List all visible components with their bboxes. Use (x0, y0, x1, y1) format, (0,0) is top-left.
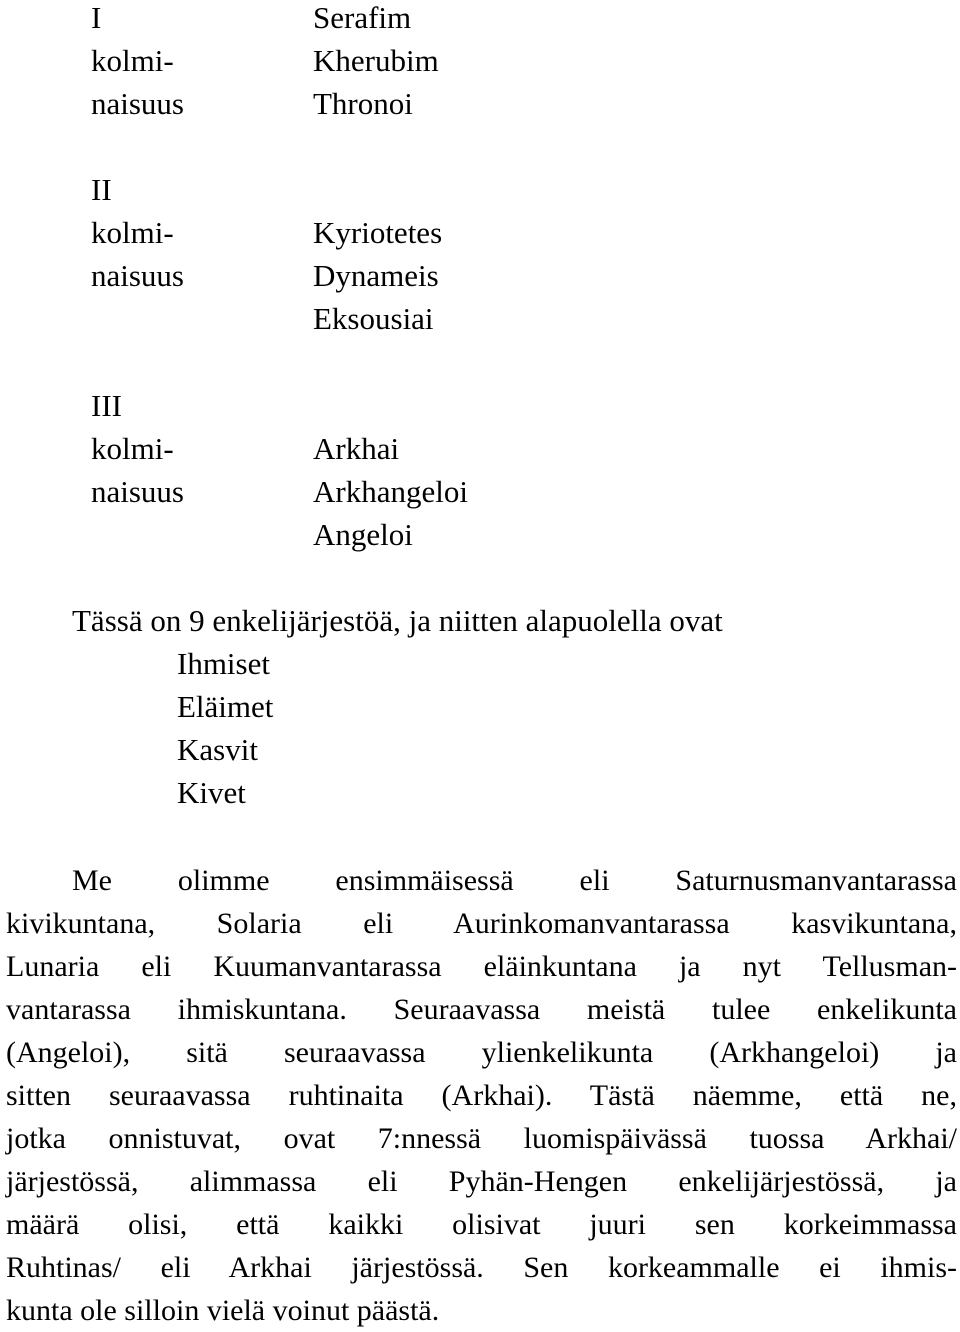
paragraph-line-2: kivikuntana, Solaria eli Aurinkomanvantarassa kasvikuntana, (6, 907, 957, 940)
group-2-name-3: Eksousiai (313, 301, 434, 336)
group-1-label-word-2: naisuus (91, 86, 184, 121)
intro-sentence: Tässä on 9 enkelijärjestöä, ja niitten alapuolella ovat (72, 603, 723, 638)
lower-order-2: Eläimet (177, 689, 274, 724)
paragraph-line-3: Lunaria eli Kuumanvantarassa eläinkuntana ja nyt Tellusman- (6, 950, 957, 983)
group-3-label-numeral: III (91, 388, 122, 423)
paragraph-line-6: sitten seuraavassa ruhtinaita (Arkhai). Tästä näemme, että ne, (6, 1079, 957, 1112)
group-3-label-word-1: kolmi- (91, 431, 174, 466)
paragraph-line-10: Ruhtinas/ eli Arkhai järjestössä. Sen korkeammalle ei ihmis- (6, 1251, 957, 1284)
group-3-name-1: Arkhai (313, 431, 400, 466)
paragraph-line-11: kunta ole silloin vielä voinut päästä. (6, 1294, 440, 1327)
group-1-name-2: Kherubim (313, 43, 439, 78)
group-1-name-3: Thronoi (313, 86, 413, 121)
paragraph-line-4: vantarassa ihmiskuntana. Seuraavassa meistä tulee enkelikunta (6, 993, 957, 1026)
paragraph-line-1: Me olimme ensimmäisessä eli Saturnusmanvantarassa (72, 864, 957, 897)
group-1-label-numeral: I (91, 0, 102, 35)
paragraph-line-9: määrä olisi, että kaikki olisivat juuri sen korkeimmassa (6, 1208, 957, 1241)
group-2-label-word-2: naisuus (91, 258, 184, 293)
group-2-label-word-1: kolmi- (91, 215, 174, 250)
group-2-name-2: Dynameis (313, 258, 439, 293)
lower-order-1: Ihmiset (177, 646, 270, 681)
group-3-name-3: Angeloi (313, 517, 413, 552)
paragraph-line-8: järjestössä, alimmassa eli Pyhän-Hengen enkelijärjestössä, ja (6, 1165, 957, 1198)
paragraph-line-7: jotka onnistuvat, ovat 7:nnessä luomispäivässä tuossa Arkhai/ (6, 1122, 957, 1155)
group-1-label-word-1: kolmi- (91, 43, 174, 78)
group-2-label-numeral: II (91, 172, 112, 207)
lower-order-3: Kasvit (177, 732, 258, 767)
lower-order-4: Kivet (177, 775, 246, 810)
group-1-name-1: Serafim (313, 0, 412, 35)
paragraph-line-5: (Angeloi), sitä seuraavassa ylienkelikunta (Arkhangeloi) ja (6, 1036, 957, 1069)
group-3-label-word-2: naisuus (91, 474, 184, 509)
group-3-name-2: Arkhangeloi (313, 474, 468, 509)
group-2-name-1: Kyriotetes (313, 215, 443, 250)
